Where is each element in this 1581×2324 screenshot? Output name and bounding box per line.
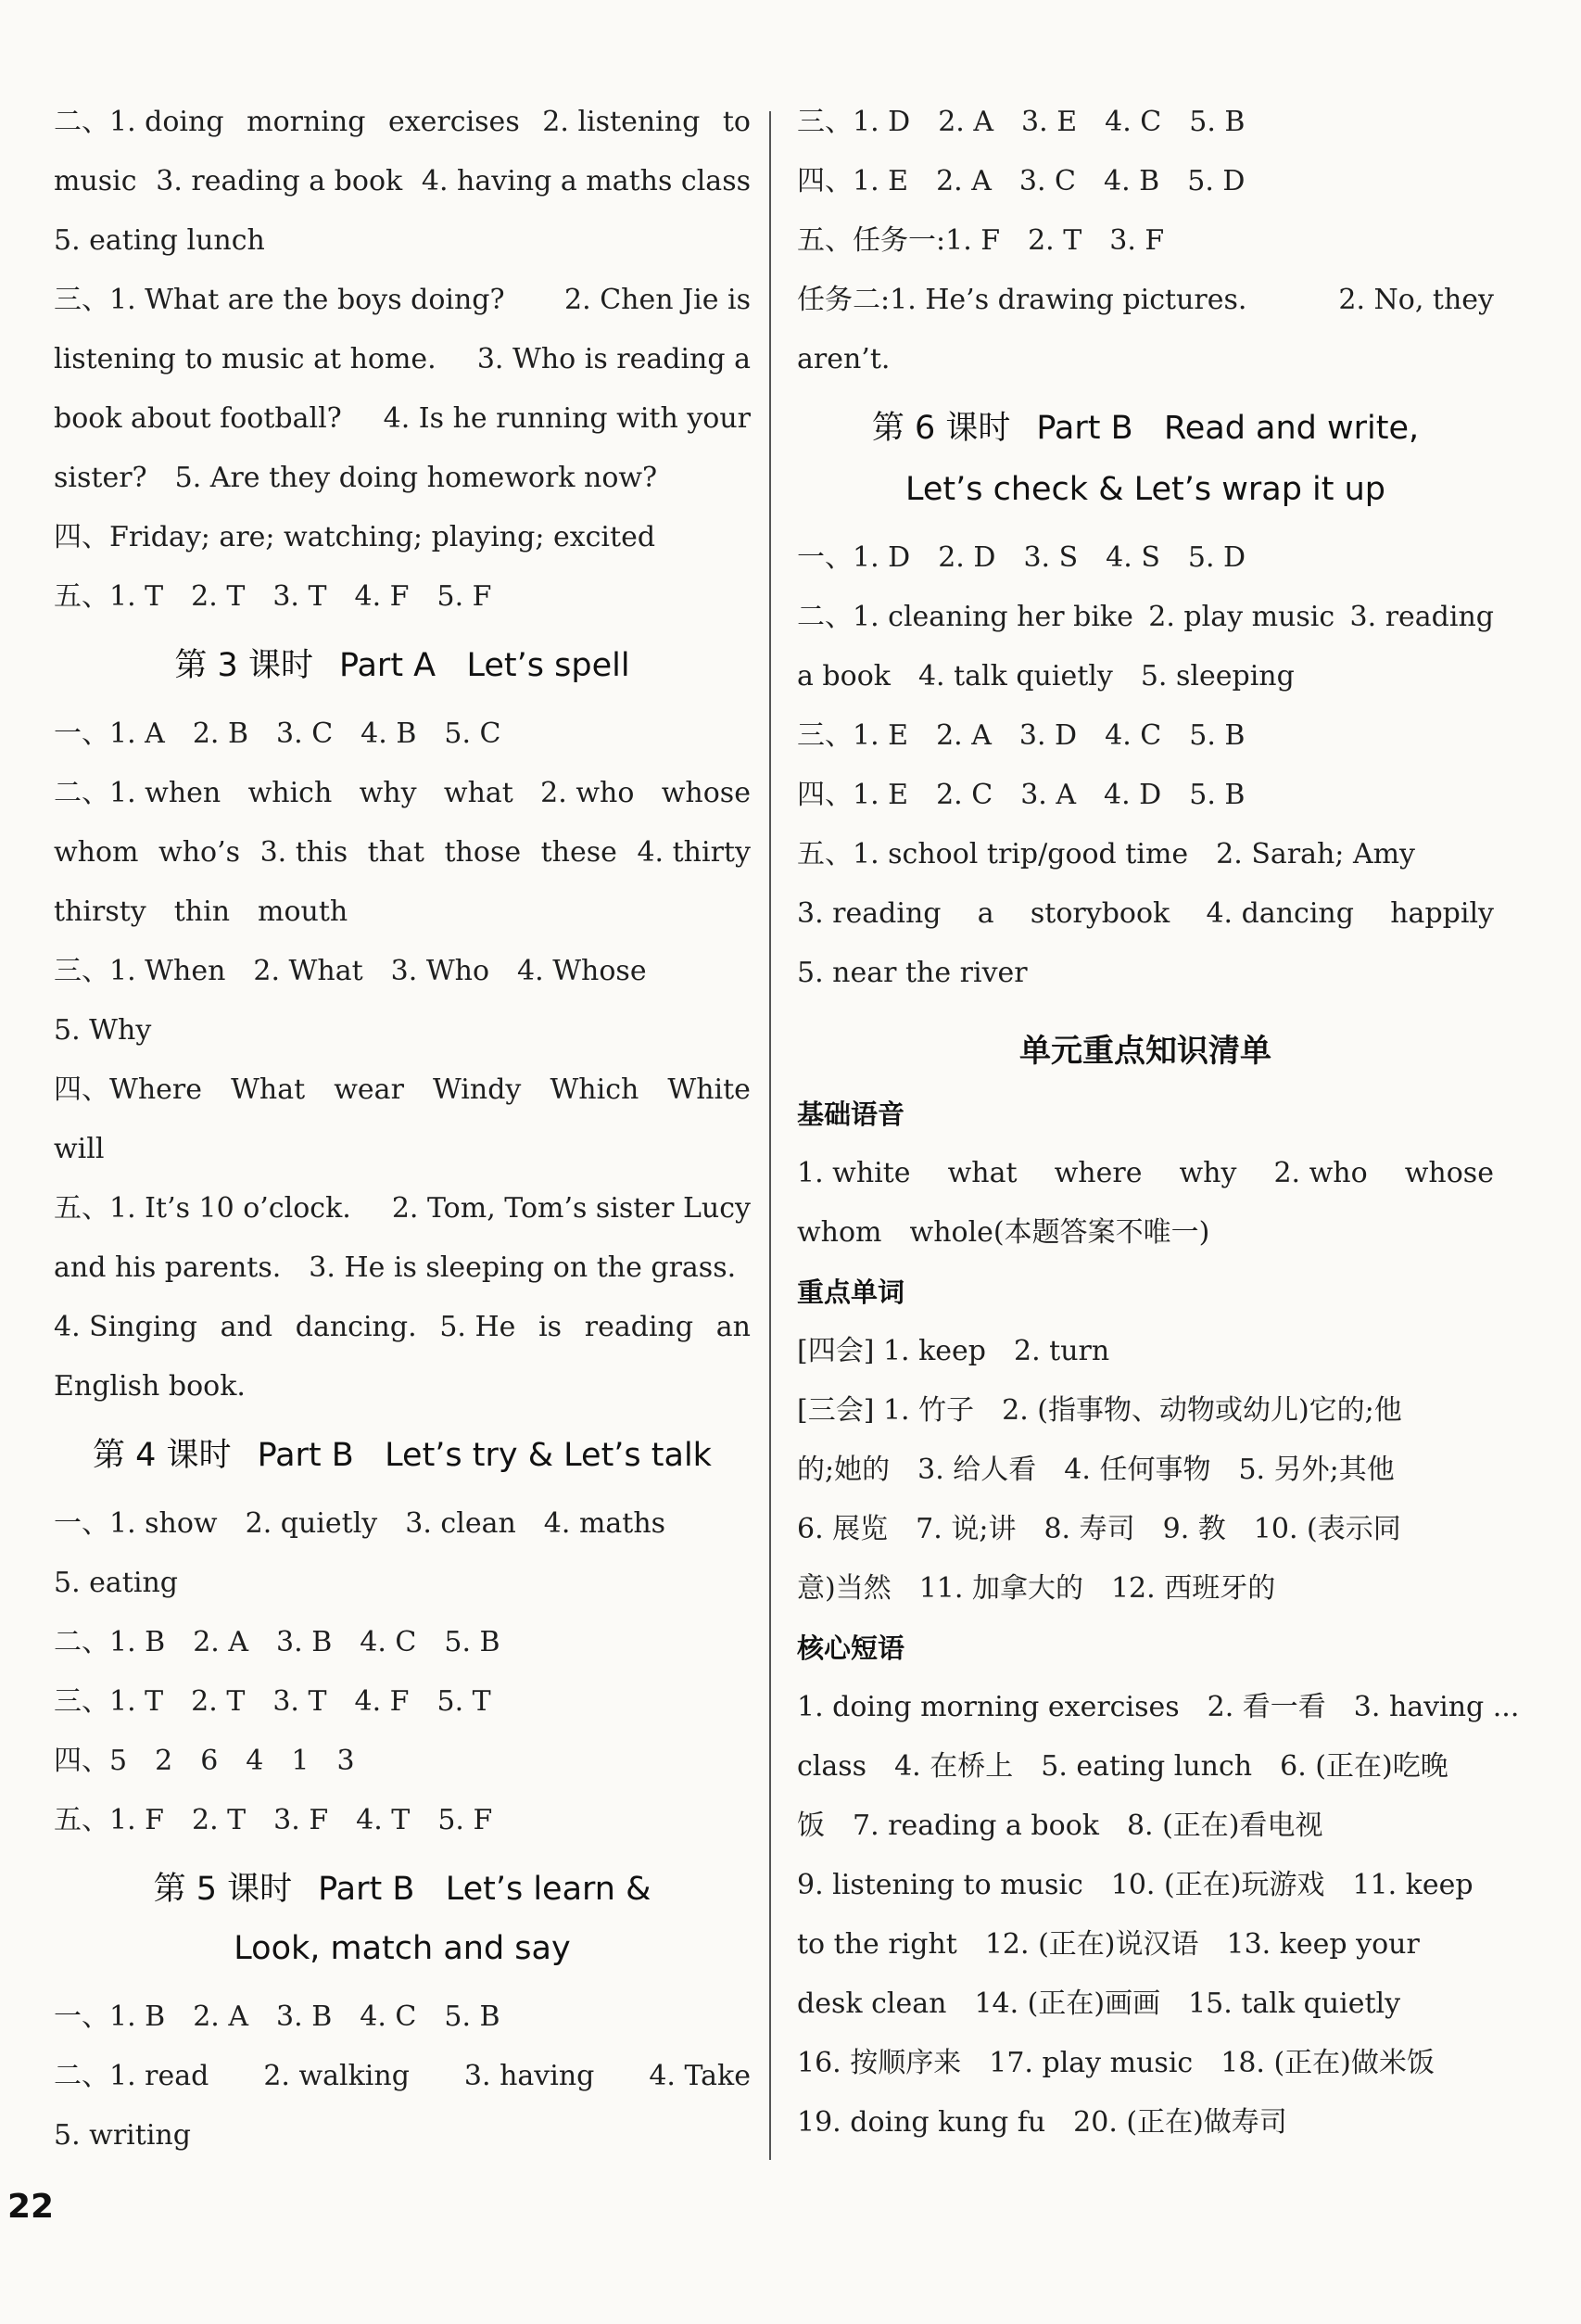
- answer-segment: 8. 寿司: [1043, 1513, 1135, 1545]
- answer-line: [54, 942, 751, 1001]
- answer-segment: 11. 加拿大的: [918, 1572, 1083, 1605]
- answer-segment: 2. D: [938, 541, 996, 574]
- answer-segment: 2. T: [191, 580, 246, 613]
- answer-segment: 4. T: [356, 1804, 411, 1836]
- answer-line: [54, 330, 751, 389]
- answer-line: [797, 1737, 1494, 1797]
- answer-segment: 4. Is he running with your: [383, 402, 751, 435]
- answer-segment: desk clean: [797, 1987, 947, 2020]
- answer-segment: 3. C: [1018, 165, 1077, 197]
- answer-segment: 五、任务一:1. F: [797, 224, 1001, 257]
- answer-segment: 一、1. B: [54, 2000, 166, 2033]
- answer-segment: 5. B: [1189, 779, 1246, 811]
- answer-segment: 3: [336, 1745, 355, 1777]
- answer-segment: 3. having: [463, 2060, 595, 2092]
- answer-segment: a book: [797, 660, 891, 692]
- answer-segment: 4. C: [1105, 719, 1162, 752]
- section-heading-line2: Let’s check & Let’s wrap it up: [904, 471, 1386, 508]
- answer-segment: 7. 说;讲: [916, 1513, 1017, 1545]
- answer-segment: 三、1. What are the boys doing?: [54, 284, 505, 316]
- answer-segment: 4. C: [1105, 106, 1162, 138]
- answer-segment: 3. having ...: [1353, 1691, 1520, 1723]
- answer-segment: [四会] 1. keep: [797, 1335, 986, 1367]
- answer-segment: 5. He: [439, 1311, 516, 1343]
- answer-segment: 2. walking: [263, 2060, 410, 2092]
- answer-segment: 4. B: [1104, 165, 1160, 197]
- answer-segment: 6: [200, 1745, 219, 1777]
- answer-line: [54, 1298, 751, 1357]
- answer-segment: 2. A: [938, 106, 994, 138]
- answer-segment: 9. 教: [1162, 1513, 1226, 1545]
- answer-segment: 12. (正在)说汉语: [984, 1928, 1199, 1961]
- answer-segment: happily: [1390, 897, 1494, 930]
- answer-segment: 4. D: [1104, 779, 1162, 811]
- answer-segment: [三会] 1. 竹子: [797, 1394, 975, 1427]
- answer-segment: 3. B: [276, 2000, 333, 2033]
- answer-line: [54, 1732, 751, 1791]
- answer-segment: a: [977, 897, 994, 930]
- answer-segment: mouth: [258, 895, 348, 928]
- answer-segment: 2. T: [191, 1685, 246, 1718]
- answer-segment: exercises: [388, 106, 520, 138]
- answer-segment: 2. quietly: [245, 1507, 378, 1540]
- answer-segment: 二、1. when: [54, 777, 221, 809]
- summary-title: 单元重点知识清单: [1019, 1033, 1271, 1070]
- answer-line: [797, 2093, 1494, 2153]
- answer-segment: 5. B: [444, 1626, 500, 1658]
- answer-line: [797, 1559, 1494, 1619]
- answer-line: [54, 1357, 751, 1416]
- answer-line: [54, 1001, 751, 1060]
- answer-segment: those: [444, 836, 522, 869]
- answer-segment: 1. white: [797, 1157, 911, 1189]
- answer-segment: English book.: [54, 1370, 246, 1403]
- answer-line: [797, 1797, 1494, 1856]
- answer-line: [797, 2034, 1494, 2093]
- answer-segment: 4. C: [360, 1626, 417, 1658]
- answer-segment: 4. F: [354, 1685, 410, 1718]
- lesson-number: 第 5 课时: [153, 1871, 293, 1908]
- answer-line: [797, 330, 1494, 389]
- answer-segment: that: [367, 836, 424, 869]
- answer-line: [54, 2047, 751, 2106]
- answer-segment: 4. 任何事物: [1064, 1454, 1211, 1486]
- answer-line: [797, 588, 1494, 647]
- answer-segment: 4. Take: [649, 2060, 751, 2092]
- answer-segment: 二、1. B: [54, 1626, 166, 1658]
- answer-segment: 5. near the river: [797, 957, 1028, 989]
- answer-segment: 5. F: [436, 580, 492, 613]
- answer-line: [54, 1613, 751, 1672]
- answer-segment: 2. who: [1273, 1157, 1368, 1189]
- answer-segment: 2. A: [936, 165, 992, 197]
- answer-segment: 一、1. show: [54, 1507, 218, 1540]
- answer-segment: 4. having a maths class: [421, 165, 751, 197]
- answer-segment: 2. Tom, Tom’s sister Lucy: [391, 1192, 751, 1225]
- answer-line: [797, 1678, 1520, 1737]
- answer-segment: 五、1. F: [54, 1804, 164, 1836]
- answer-segment: whom: [797, 1216, 882, 1249]
- answer-line: [54, 567, 751, 627]
- answer-segment: 5. B: [444, 2000, 500, 2033]
- answer-segment: 3. S: [1023, 541, 1079, 574]
- answer-segment: why: [359, 777, 417, 809]
- answer-segment: 一、1. A: [54, 718, 165, 750]
- answer-line: [797, 706, 1494, 766]
- answer-segment: 五、1. T: [54, 580, 164, 613]
- answer-segment: 2. listening: [542, 106, 701, 138]
- answer-segment: who’s: [158, 836, 241, 869]
- lesson-title: Part B Let’s learn &: [318, 1871, 651, 1908]
- answer-segment: 3. He is sleeping on the grass.: [309, 1251, 737, 1284]
- answer-segment: 5. F: [437, 1804, 493, 1836]
- answer-segment: 20. (正在)做寿司: [1073, 2106, 1287, 2139]
- answer-segment: 二、1. doing: [54, 106, 224, 138]
- page-number: 22: [7, 2188, 55, 2226]
- answer-segment: 6. 展览: [797, 1513, 889, 1545]
- answer-segment: an: [715, 1311, 751, 1343]
- answer-line: [54, 1791, 751, 1850]
- answer-segment: 5. D: [1187, 165, 1246, 197]
- answer-line: [54, 1554, 751, 1613]
- answer-line: [797, 884, 1494, 944]
- lesson-title: Part B Let’s try & Let’s talk: [257, 1437, 712, 1474]
- lesson-title: Part B Read and write,: [1036, 410, 1420, 447]
- answer-segment: 2. Sarah; Amy: [1216, 838, 1416, 870]
- answer-segment: book about football?: [54, 402, 342, 435]
- subheading-phrases: 核心短语: [797, 1632, 905, 1664]
- answer-segment: aren’t.: [797, 343, 891, 375]
- answer-line: [54, 449, 751, 508]
- answer-segment: 三、1. When: [54, 955, 226, 987]
- answer-line: [797, 766, 1494, 825]
- section-heading-line2: Look, match and say: [234, 1930, 571, 1967]
- answer-line: [54, 211, 751, 271]
- answer-segment: thin: [173, 895, 231, 928]
- answer-line: [54, 508, 751, 567]
- answer-segment: 2. C: [936, 779, 993, 811]
- answer-line: [54, 152, 751, 211]
- lesson-number: 第 4 课时: [93, 1437, 232, 1474]
- answer-segment: 7. reading a book: [853, 1810, 1099, 1842]
- answer-segment: which: [247, 777, 333, 809]
- answer-segment: 3. D: [1018, 719, 1078, 752]
- answer-segment: 3. Who is reading a: [476, 343, 751, 375]
- answer-segment: why: [1179, 1157, 1237, 1189]
- answer-segment: 3. this: [259, 836, 348, 869]
- answer-segment: 3. B: [276, 1626, 333, 1658]
- answer-segment: 9. listening to music: [797, 1869, 1083, 1901]
- answer-line: [797, 271, 1494, 330]
- answer-segment: 16. 按顺序来: [797, 2047, 962, 2079]
- answer-segment: 4. F: [354, 580, 410, 613]
- answer-line: [54, 1060, 751, 1120]
- answer-line: [797, 1322, 1494, 1381]
- answer-line: [54, 1238, 751, 1298]
- answer-segment: 11. keep: [1352, 1869, 1473, 1901]
- answer-segment: 四、5: [54, 1745, 128, 1777]
- answer-segment: what: [947, 1157, 1018, 1189]
- answer-segment: 5. Why: [54, 1014, 152, 1047]
- answer-segment: 4. 在桥上: [894, 1750, 1014, 1783]
- answer-segment: 三、1. E: [797, 719, 909, 752]
- answer-segment: whose: [1404, 1157, 1494, 1189]
- answer-segment: 5. Are they doing homework now?: [174, 462, 658, 494]
- answer-segment: 19. doing kung fu: [797, 2106, 1046, 2139]
- answer-line: [797, 152, 1494, 211]
- answer-segment: 4. C: [360, 2000, 417, 2033]
- answer-segment: 1: [291, 1745, 310, 1777]
- answer-segment: 3. C: [276, 718, 334, 750]
- answer-segment: 一、1. D: [797, 541, 911, 574]
- answer-segment: 3. Who: [390, 955, 490, 987]
- answer-segment: wear: [334, 1073, 404, 1106]
- answer-line: [797, 647, 1494, 706]
- answer-segment: White: [667, 1073, 751, 1106]
- answer-line: [54, 764, 751, 823]
- answer-segment: 饭: [797, 1810, 825, 1842]
- answer-segment: 5. eating lunch: [54, 224, 265, 257]
- answer-segment: 1. doing morning exercises: [797, 1691, 1180, 1723]
- answer-segment: 2. who: [540, 777, 635, 809]
- answer-segment: to: [722, 106, 751, 138]
- section-heading: [797, 399, 1494, 458]
- answer-segment: 3. reading a book: [156, 165, 403, 197]
- answer-line: [797, 1441, 1494, 1500]
- answer-segment: Which: [550, 1073, 639, 1106]
- answer-segment: 3. T: [272, 1685, 327, 1718]
- answer-segment: 3. clean: [405, 1507, 516, 1540]
- subheading-words: 重点单词: [797, 1276, 905, 1308]
- answer-segment: Windy: [432, 1073, 522, 1106]
- section-heading: [54, 1860, 751, 1919]
- answer-line: [54, 883, 751, 942]
- answer-segment: 3. 给人看: [917, 1454, 1037, 1486]
- column-divider: [769, 111, 771, 2160]
- answer-segment: 二、1. read: [54, 2060, 209, 2092]
- answer-segment: 3. F: [273, 1804, 329, 1836]
- answer-segment: will: [54, 1133, 105, 1165]
- answer-segment: 3. reading: [797, 897, 942, 930]
- answer-line: [54, 1987, 751, 2047]
- answer-segment: 四、Friday; are; watching; playing; excited: [54, 521, 656, 553]
- answer-line: [797, 1203, 1494, 1263]
- answer-segment: 4. thirty: [637, 836, 751, 869]
- answer-segment: 3. E: [1021, 106, 1078, 138]
- answer-segment: 18. (正在)做米饭: [1221, 2047, 1435, 2079]
- answer-segment: 5. writing: [54, 2119, 191, 2152]
- answer-segment: 2. T: [191, 1804, 247, 1836]
- answer-line: [54, 2106, 751, 2165]
- answer-segment: 3. reading: [1349, 601, 1494, 633]
- answer-line: [797, 944, 1494, 1003]
- answer-segment: dancing.: [295, 1311, 417, 1343]
- answer-segment: 4. maths: [543, 1507, 666, 1540]
- answer-segment: is: [538, 1311, 563, 1343]
- lesson-number: 第 3 课时: [174, 647, 313, 684]
- answer-segment: 3. T: [272, 580, 327, 613]
- answer-segment: whom: [54, 836, 139, 869]
- answer-segment: listening to music at home.: [54, 343, 436, 375]
- answer-segment: 三、1. D: [797, 106, 911, 138]
- answer-segment: storybook: [1030, 897, 1170, 930]
- section-heading: [54, 1426, 751, 1485]
- answer-segment: 的;她的: [797, 1454, 891, 1486]
- answer-segment: 13. keep your: [1226, 1928, 1420, 1961]
- answer-segment: 2. Chen Jie is: [564, 284, 751, 316]
- answer-segment: music: [54, 165, 137, 197]
- lesson-title: Part A Let’s spell: [338, 647, 630, 684]
- answer-segment: where: [1054, 1157, 1143, 1189]
- answer-segment: 2. A: [936, 719, 992, 752]
- answer-segment: 2. play music: [1148, 601, 1335, 633]
- answer-segment: 2. (指事物、动物或幼儿)它的;他: [1002, 1394, 1402, 1427]
- answer-line: [797, 1915, 1494, 1975]
- answer-segment: whose: [661, 777, 751, 809]
- answer-segment: to the right: [797, 1928, 957, 1961]
- answer-line: [797, 1975, 1494, 2034]
- answer-segment: 4. B: [360, 718, 417, 750]
- answer-segment: 10. (表示同: [1253, 1513, 1401, 1545]
- answer-segment: these: [540, 836, 617, 869]
- answer-segment: 五、1. school trip/good time: [797, 838, 1189, 870]
- answer-line: [797, 1144, 1494, 1203]
- answer-segment: 2. 看一看: [1207, 1691, 1326, 1723]
- answer-segment: and: [220, 1311, 273, 1343]
- lesson-number: 第 6 课时: [871, 410, 1011, 447]
- subheading-phonics: 基础语音: [797, 1099, 905, 1130]
- answer-segment: 4: [246, 1745, 264, 1777]
- answer-line: [54, 93, 751, 152]
- answer-line: [54, 1179, 751, 1238]
- answer-segment: 6. (正在)吃晚: [1280, 1750, 1448, 1783]
- answer-line: [54, 1494, 751, 1554]
- answer-segment: 10. (正在)玩游戏: [1110, 1869, 1325, 1901]
- answer-segment: 5. eating lunch: [1041, 1750, 1253, 1783]
- answer-segment: 12. 西班牙的: [1110, 1572, 1276, 1605]
- answer-segment: 2. A: [193, 2000, 249, 2033]
- answer-segment: 5. B: [1189, 106, 1246, 138]
- answer-line: [797, 1381, 1494, 1441]
- answer-segment: 2: [155, 1745, 173, 1777]
- answer-line: [797, 93, 1494, 152]
- answer-segment: and his parents.: [54, 1251, 282, 1284]
- answer-segment: 意)当然: [797, 1572, 892, 1605]
- answer-segment: 5. 另外;其他: [1238, 1454, 1395, 1486]
- answer-segment: whole(本题答案不唯一): [909, 1216, 1210, 1249]
- answer-segment: 4. Whose: [517, 955, 647, 987]
- answer-segment: what: [443, 777, 513, 809]
- answer-line: [54, 389, 751, 449]
- answer-segment: 5. D: [1187, 541, 1246, 574]
- answer-segment: thirsty: [54, 895, 146, 928]
- answer-segment: 15. talk quietly: [1188, 1987, 1401, 2020]
- answer-segment: 5. C: [444, 718, 501, 750]
- section-heading: [54, 636, 751, 695]
- answer-segment: 4. dancing: [1206, 897, 1354, 930]
- answer-line: [54, 705, 751, 764]
- answer-segment: 2. turn: [1014, 1335, 1110, 1367]
- answer-segment: 17. play music: [989, 2047, 1194, 2079]
- answer-segment: 2. No, they: [1338, 284, 1494, 316]
- answer-segment: 14. (正在)画画: [974, 1987, 1161, 2020]
- answer-segment: 四、1. E: [797, 779, 909, 811]
- answer-line: [54, 1672, 751, 1732]
- answer-segment: 4. S: [1106, 541, 1160, 574]
- answer-segment: 四、Where: [54, 1073, 203, 1106]
- answer-segment: reading: [584, 1311, 694, 1343]
- answer-segment: 3. F: [1109, 224, 1165, 257]
- answer-segment: 5. eating: [54, 1567, 178, 1599]
- answer-line: [797, 528, 1494, 588]
- answer-segment: 3. A: [1020, 779, 1077, 811]
- answer-line: [797, 1856, 1494, 1915]
- answer-line: [797, 211, 1494, 271]
- answer-line: [797, 1500, 1494, 1559]
- answer-segment: 4. Singing: [54, 1311, 197, 1343]
- answer-segment: 2. What: [253, 955, 363, 987]
- answer-segment: What: [231, 1073, 306, 1106]
- answer-segment: 5. sleeping: [1140, 660, 1295, 692]
- answer-segment: 4. talk quietly: [917, 660, 1113, 692]
- answer-line: [54, 271, 751, 330]
- answer-segment: 二、1. cleaning her bike: [797, 601, 1133, 633]
- answer-line: [54, 1120, 751, 1179]
- answer-segment: morning: [247, 106, 366, 138]
- answer-segment: 四、1. E: [797, 165, 909, 197]
- answer-segment: 5. B: [1189, 719, 1246, 752]
- answer-segment: 三、1. T: [54, 1685, 164, 1718]
- answer-line: [797, 825, 1494, 884]
- answer-segment: 2. A: [193, 1626, 249, 1658]
- answer-segment: class: [797, 1750, 867, 1783]
- answer-segment: 8. (正在)看电视: [1126, 1810, 1323, 1842]
- answer-segment: 五、1. It’s 10 o’clock.: [54, 1192, 351, 1225]
- answer-segment: 2. T: [1028, 224, 1082, 257]
- answer-segment: sister?: [54, 462, 147, 494]
- answer-line: [54, 823, 751, 883]
- answer-segment: 任务二:1. He’s drawing pictures.: [797, 284, 1247, 316]
- answer-segment: 5. T: [436, 1685, 491, 1718]
- answer-segment: 2. B: [192, 718, 249, 750]
